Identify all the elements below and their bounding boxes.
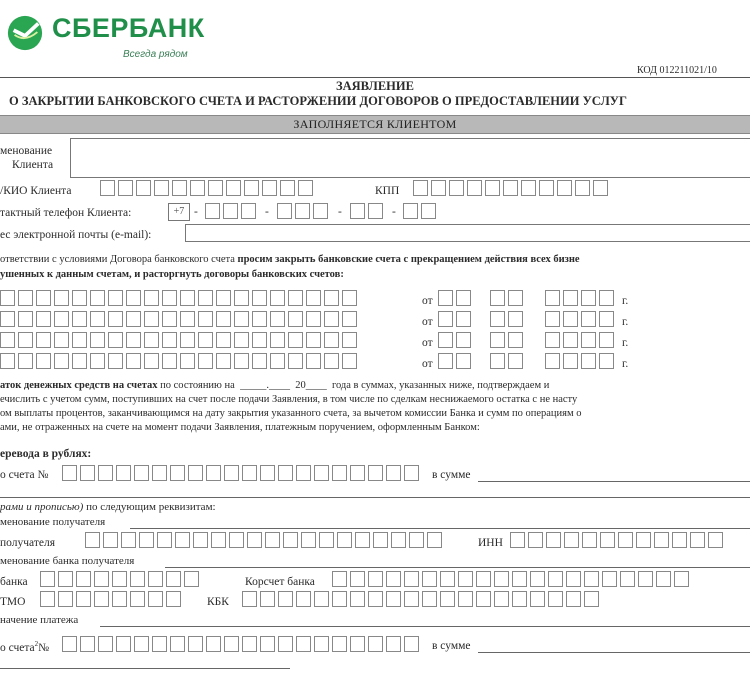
amount2-line[interactable] <box>478 652 750 653</box>
recipient-name-line[interactable] <box>130 528 750 529</box>
kpp-cells[interactable] <box>413 180 611 196</box>
oktmo-label: ТМО <box>0 596 26 608</box>
date-year-cells-1[interactable] <box>545 290 617 306</box>
form-code: КОД 012211021/10 <box>637 65 717 76</box>
request-text-line2: ушенных к данным счетам, и расторгнуть договоры банковских счетов: <box>0 269 344 280</box>
amount-label: в сумме <box>432 469 471 481</box>
sberbank-logo-icon <box>6 14 44 52</box>
date-day-cells-4[interactable] <box>438 353 474 369</box>
phone-part3-cells[interactable] <box>403 203 439 219</box>
form-title: ЗАЯВЛЕНИЕ <box>336 79 414 93</box>
phone-dash-1: - <box>194 206 198 218</box>
phone-label: тактный телефон Клиента: <box>0 207 132 219</box>
balance-text-line1: аток денежных средств на счетах по состоянию на _____.____ 20____ года в суммах, указанных ниже, подтверждаем и <box>0 380 550 391</box>
account-cells-row3[interactable] <box>0 332 360 348</box>
recipient-bank-line[interactable] <box>165 567 750 568</box>
client-name-label-1: менование <box>0 145 53 157</box>
kpp-label: КПП <box>375 185 400 197</box>
recipient-inn-label: ИНН <box>478 537 503 549</box>
recipient-name-label: менование получателя <box>0 516 106 528</box>
client-name-field[interactable] <box>70 138 750 178</box>
form-subtitle: О ЗАКРЫТИИ БАНКОВСКОГО СЧЕТА И РАСТОРЖЕНИИ ДОГОВОРОВ О ПРЕДОСТАВЛЕНИИ УСЛУГ <box>9 94 627 108</box>
date-year-cells-3[interactable] <box>545 332 617 348</box>
account-number-label: о счета № <box>0 469 49 481</box>
kbk-cells[interactable] <box>242 591 602 607</box>
date-day-cells-3[interactable] <box>438 332 474 348</box>
phone-dash-2: - <box>265 206 269 218</box>
kbk-label: КБК <box>207 596 229 608</box>
amount-line[interactable] <box>478 481 750 482</box>
account-cells-row2[interactable] <box>0 311 360 327</box>
korr-account-cells[interactable] <box>332 571 692 587</box>
payment-purpose-label: начение платежа <box>0 614 79 626</box>
bank-name: СБЕРБАНК <box>52 13 205 43</box>
date-day-cells-1[interactable] <box>438 290 474 306</box>
phone-dash-4: - <box>392 206 396 218</box>
oktmo-cells[interactable] <box>40 591 184 607</box>
year-label-2: г. <box>622 316 629 328</box>
date-month-cells-4[interactable] <box>490 353 526 369</box>
account2-label: о счета$^2$№ <box>0 640 50 654</box>
amount-words-line[interactable] <box>0 497 750 498</box>
email-field[interactable] <box>185 224 750 242</box>
amount2-words-line[interactable] <box>0 668 290 669</box>
amount2-label: в сумме <box>432 640 471 652</box>
recipient-inn-cells[interactable] <box>510 532 726 548</box>
balance-text-line4: ами, не отраженных на счете на момент подачи Заявления, платежным поручением, оформленным Банком: <box>0 422 480 433</box>
phone-code-cells[interactable] <box>205 203 259 219</box>
recipient-account-cells[interactable] <box>85 532 445 548</box>
year-label-3: г. <box>622 337 629 349</box>
transfer-heading: еревода в рублях: <box>0 448 92 460</box>
date-from-label-4: от <box>422 358 433 370</box>
section-band: ЗАПОЛНЯЕТСЯ КЛИЕНТОМ <box>0 115 750 134</box>
client-inn-cells[interactable] <box>100 180 316 196</box>
bik-label: банка <box>0 576 28 588</box>
date-day-cells-2[interactable] <box>438 311 474 327</box>
header-divider <box>0 77 750 78</box>
date-month-cells-3[interactable] <box>490 332 526 348</box>
phone-part2-cells[interactable] <box>350 203 386 219</box>
date-from-label-3: от <box>422 337 433 349</box>
account2-cells[interactable] <box>62 636 422 652</box>
client-name-label-2: Клиента <box>12 159 54 171</box>
requisites-note: рами и прописью) по следующим реквизитам: <box>0 501 216 513</box>
phone-dash-3: - <box>338 206 342 218</box>
request-text-line1: ответствии с условиями Договора банковского счета просим закрыть банковские счета с прекращением действия всех бизне <box>0 254 580 265</box>
korr-account-label: Корсчет банка <box>245 576 315 588</box>
balance-text-line3: ом выплаты процентов, заканчивающимся на дату закрытия указанного счета, за вычетом комиссии Банка и сумм по операциям о <box>0 408 582 419</box>
balance-text-line2: ечислить с учетом сумм, поступивших на счет после подачи Заявления, в том числе по сделкам неснижаемого остатка с не насту <box>0 394 578 405</box>
recipient-bank-label: менование банка получателя <box>0 555 135 567</box>
date-from-label-1: от <box>422 295 433 307</box>
phone-part1-cells[interactable] <box>277 203 331 219</box>
year-label-1: г. <box>622 295 629 307</box>
phone-prefix: +7 <box>168 203 190 221</box>
bik-cells[interactable] <box>40 571 202 587</box>
date-from-label-2: от <box>422 316 433 328</box>
account-cells-row4[interactable] <box>0 353 360 369</box>
year-label-4: г. <box>622 358 629 370</box>
date-month-cells-1[interactable] <box>490 290 526 306</box>
date-year-cells-4[interactable] <box>545 353 617 369</box>
source-account-cells[interactable] <box>62 465 422 481</box>
date-month-cells-2[interactable] <box>490 311 526 327</box>
payment-purpose-line[interactable] <box>100 626 750 627</box>
recipient-account-label: получателя <box>0 537 55 549</box>
bank-slogan: Всегда рядом <box>123 49 188 60</box>
account-cells-row1[interactable] <box>0 290 360 306</box>
email-label: ес электронной почты (e-mail): <box>0 229 152 241</box>
client-inn-label: /КИО Клиента <box>0 185 72 197</box>
date-year-cells-2[interactable] <box>545 311 617 327</box>
